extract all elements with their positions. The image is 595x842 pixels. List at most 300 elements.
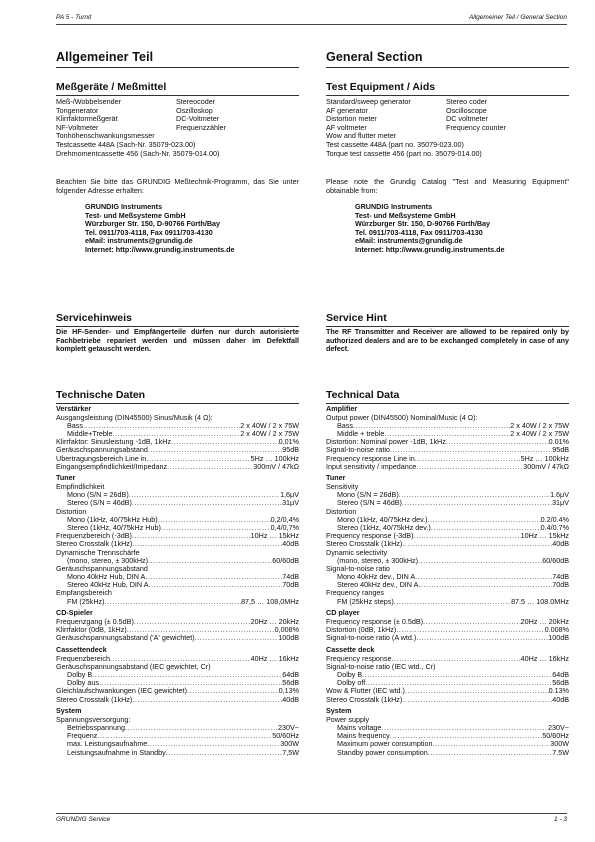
spec-value: 5Hz … 100kHz: [520, 454, 569, 463]
leader-dots: [394, 598, 511, 606]
spec-row: [326, 499, 569, 507]
equipment-item: Torque test cassette 456 (part no. 35079-014.00): [326, 148, 482, 158]
leader-dots: [414, 532, 521, 540]
equipment-item: Testcassette 448A (Sach-Nr. 35079-023.00): [56, 139, 196, 149]
leader-dots: [127, 626, 275, 634]
spec-row: [56, 749, 299, 757]
leader-dots: [112, 430, 240, 438]
spec-label: Dynamische Trennschärfe: [56, 547, 140, 557]
spec-row: [56, 532, 299, 540]
spec-label: Distortion: Nominal power -1dB, 1kHz: [326, 438, 446, 447]
spec-label: Sensitivity: [326, 482, 359, 491]
spec-label: Bass: [337, 421, 353, 430]
spec-label: Geräuschspannungsabstand: [56, 446, 148, 455]
spec-label: Dolby B: [67, 670, 93, 679]
spec-row: [326, 724, 569, 732]
address-line: GRUNDIG Instruments: [85, 202, 163, 211]
spec-value: 0,4/0,7%: [270, 523, 299, 532]
leader-dots: [446, 438, 549, 446]
service-text: Die HF-Sender- und Empfängerteile dürfen nur durch autorisierte Fachbetriebe repariert werden und müssen daher im Defektfall komplett getauscht werden.: [56, 327, 299, 354]
spec-value: 300mV / 47kΩ: [253, 462, 299, 471]
page-footer: [56, 813, 567, 826]
spec-label: Klirrfaktor: Sinusleistung -1dB, 1kHz: [56, 438, 172, 447]
spec-row: [56, 516, 299, 524]
spec-label: FM (25kHz steps): [337, 597, 394, 606]
spec-value: 56dB: [282, 679, 299, 688]
spec-value: 100dB: [278, 634, 299, 643]
spec-label: Input sensitivity / impedance: [326, 462, 417, 471]
equipment-item: Stereocoder: [176, 97, 216, 106]
spec-value: 0.13%: [548, 687, 569, 696]
leader-dots: [415, 455, 521, 463]
spec-label: Distortion: [56, 506, 87, 516]
spec-label: Stereo Crosstalk (1kHz): [326, 695, 403, 704]
spec-value: 100dB: [548, 634, 569, 643]
equipment-item: Standard/sweep generator: [326, 97, 411, 106]
spec-value: 40dB: [552, 695, 569, 704]
leader-dots: [166, 749, 283, 757]
spec-value: 64dB: [282, 670, 299, 679]
spec-value: 300mV / 47kΩ: [523, 462, 569, 471]
spec-row: [56, 491, 299, 499]
spec-label: Frequency response (-3dB): [326, 532, 414, 541]
spec-row: [326, 455, 569, 463]
leader-dots: [399, 491, 550, 499]
spec-label: Gleichlaufschwankungen (IEC gewichtet): [56, 687, 188, 696]
spec-value: 0.2/0.4%: [540, 515, 569, 524]
header-left: PA 5 - Turnit: [56, 14, 92, 21]
footer-left: GRUNDIG Service: [56, 816, 111, 823]
spec-label: FM (25kHz): [67, 597, 105, 606]
spec-label: (mono, stereo, ± 300kHz): [67, 556, 149, 565]
spec-label: Übertragungsbereich Line in: [56, 454, 147, 463]
leader-dots: [99, 679, 282, 687]
spec-label: Middle + treble: [337, 429, 385, 438]
spec-row: [326, 446, 569, 454]
spec-label: Stereo (1kHz, 40/75kHz Hub): [67, 523, 161, 532]
spec-label: Distortion: [326, 506, 357, 516]
spec-group-heading: Tuner: [56, 473, 76, 483]
equipment-item: Frequency counter: [446, 122, 506, 132]
leader-dots: [171, 438, 279, 446]
spec-value: 31μV: [282, 499, 299, 508]
equipment-heading: Meßgeräte / Meßmittel: [56, 81, 167, 93]
spec-value: 70dB: [282, 581, 299, 590]
spec-row: [326, 491, 569, 499]
section-title: Allgemeiner Teil: [56, 50, 154, 64]
leader-dots: [416, 634, 548, 642]
leader-dots: [384, 430, 510, 438]
spec-group-heading: Tuner: [326, 473, 346, 483]
spec-row: [56, 687, 299, 695]
spec-label: Distortion (0dB, 1kHz): [326, 626, 397, 635]
address-line: eMail: instruments@grundig.de: [85, 236, 193, 246]
equipment-heading: Test Equipment / Aids: [326, 81, 436, 93]
spec-value: 87,5 … 108,0MHz: [241, 597, 299, 606]
spec-label: Stereo Crosstalk (1kHz): [326, 540, 403, 549]
spec-label: Leistungsaufnahme in Standby: [67, 748, 166, 757]
spec-row: [326, 687, 569, 695]
equipment-item: Tonhöhenschwankungsmesser: [56, 131, 155, 141]
spec-label: Frequency response (± 0.5dB): [326, 617, 424, 626]
leader-dots: [418, 557, 542, 565]
spec-value: 7,5W: [282, 748, 299, 757]
spec-row: [326, 598, 569, 606]
spec-value: 50/60Hz: [272, 732, 299, 741]
spec-value: 2 x 40W / 2 x 75W: [510, 421, 569, 430]
equipment-item: AF generator: [326, 105, 368, 115]
spec-value: 2 x 40W / 2 x 75W: [240, 429, 299, 438]
spec-row: [56, 463, 299, 471]
equipment-list: [326, 98, 569, 158]
spec-value: 40dB: [552, 540, 569, 549]
spec-value: 74dB: [552, 573, 569, 582]
spec-label: Klirrfaktor (0dB, 1kHz): [56, 626, 127, 635]
equipment-item: Tongenerator: [56, 105, 99, 115]
equipment-item: Meß-/Wobbelsender: [56, 97, 121, 106]
spec-row: [56, 671, 299, 679]
spec-row: [326, 463, 569, 471]
leader-dots: [105, 598, 242, 606]
spec-label: Power supply: [326, 714, 370, 724]
spec-label: Stereo (1kHz, 40/75kHz dev.): [337, 523, 431, 532]
spec-group-heading: Cassettendeck: [56, 644, 107, 654]
spec-label: Frequenzbereich: [56, 654, 110, 663]
spec-value: 40Hz … 16kHz: [520, 654, 569, 663]
leader-dots: [390, 732, 542, 740]
spec-row: [326, 671, 569, 679]
spec-value: 0,13%: [278, 687, 299, 696]
equipment-item: DC voltmeter: [446, 114, 488, 124]
spec-value: 300W: [280, 740, 299, 749]
spec-label: Wow & Flutter (IEC wtd.): [326, 687, 405, 696]
equipment-item: Distortion meter: [326, 114, 377, 124]
spec-label: Output power (DIN45500) Nominal/Music (4 Ω):: [326, 412, 478, 422]
spec-label: Mono (S/N = 26dB): [337, 491, 399, 500]
footer-right: 1 - 3: [553, 816, 567, 823]
spec-group-heading: System: [56, 706, 82, 716]
spec-label: Empfindlichkeit: [56, 482, 105, 491]
spec-row: [326, 430, 569, 438]
spec-label: max. Leistungsaufnahme: [67, 740, 148, 749]
leader-dots: [129, 491, 280, 499]
spec-value: 7.5W: [552, 748, 569, 757]
spec-group-heading: Verstärker: [56, 404, 92, 413]
leader-dots: [145, 573, 282, 581]
catalog-text: Beachten Sie bitte das GRUNDIG Meßtechnik-Programm, das Sie unter folgender Adresse erhalten:: [56, 177, 299, 195]
spec-row: [326, 749, 569, 757]
address-block: [56, 203, 299, 255]
spec-label: Frequenzbereich (-3dB): [56, 532, 132, 541]
spec-row: [56, 430, 299, 438]
leader-dots: [132, 532, 251, 540]
address-line: Würzburger Str. 150, D-90766 Fürth/Bay: [85, 219, 221, 229]
leader-dots: [418, 581, 552, 589]
spec-row: [326, 655, 569, 663]
spec-label: Stereo Crosstalk (1kHz): [56, 540, 133, 549]
address-block: [326, 203, 569, 255]
spec-label: Dolby aus: [67, 679, 99, 688]
leader-dots: [392, 655, 521, 663]
leader-dots: [415, 573, 552, 581]
equipment-item: Stereo coder: [446, 97, 488, 106]
spec-value: 40dB: [282, 540, 299, 549]
leader-dots: [147, 740, 280, 748]
spec-group-heading: CD player: [326, 608, 360, 618]
spec-label: Eingangsempfindlichkeit/Impedanz: [56, 462, 168, 471]
spec-row: [56, 581, 299, 589]
leader-dots: [167, 463, 253, 471]
spec-label: Middle+Treble: [67, 429, 113, 438]
spec-row: [326, 581, 569, 589]
leader-dots: [132, 696, 282, 704]
spec-row: [56, 446, 299, 454]
equipment-item: Wow and flutter meter: [326, 131, 397, 141]
spec-row: [56, 557, 299, 565]
spec-value: 1,6μV: [280, 491, 299, 500]
spec-row: [326, 532, 569, 540]
spec-label: Geräuschspannungsabstand (IEC gewichtet, Cr): [56, 661, 211, 671]
spec-row: [326, 524, 569, 532]
spec-row: [56, 655, 299, 663]
leader-dots: [132, 540, 282, 548]
leader-dots: [402, 696, 552, 704]
spec-label: Ausgangsleistung (DIN45500) Sinus/Musik (4 Ω):: [56, 412, 213, 422]
leader-dots: [149, 581, 283, 589]
leader-dots: [158, 516, 271, 524]
spec-label: Geräuschspannungsabstand ('A' gewichtet): [56, 634, 195, 643]
spec-label: Frequenzgang (± 0.5dB): [56, 617, 134, 626]
catalog-text: Please note the Grundig Catalog "Test and Measuring Equipment" obtainable from:: [326, 177, 569, 195]
spec-row: [56, 626, 299, 634]
spec-value: 60/60dB: [542, 556, 569, 565]
spec-row: [56, 524, 299, 532]
leader-dots: [148, 557, 272, 565]
spec-row: [326, 634, 569, 642]
spec-row: [326, 740, 569, 748]
address-line: Internet: http://www.grundig.instruments.de: [355, 244, 505, 254]
leader-dots: [148, 446, 282, 454]
spec-row: [326, 540, 569, 548]
page-header: [56, 12, 567, 25]
spec-value: 230V~: [548, 723, 569, 732]
spec-value: 74dB: [282, 573, 299, 582]
equipment-item: Frequenzzähler: [176, 122, 226, 132]
spec-value: 0,008%: [274, 626, 299, 635]
spec-label: Signal-to-noise ratio: [326, 563, 390, 573]
equipment-item: Oszilloskop: [176, 105, 213, 115]
spec-label: Geräuschspannungsabstand: [56, 563, 148, 573]
leader-dots: [402, 540, 552, 548]
leader-dots: [381, 724, 548, 732]
spec-row: [56, 598, 299, 606]
leader-dots: [97, 732, 272, 740]
equipment-list: [56, 98, 299, 158]
spec-label: Frequency response: [326, 654, 392, 663]
leader-dots: [187, 687, 279, 695]
spec-value: 230V~: [278, 723, 299, 732]
spec-label: Mains voltage: [337, 723, 382, 732]
leader-dots: [134, 618, 251, 626]
spec-value: 10Hz … 15kHz: [520, 532, 569, 541]
spec-label: Dolby B: [337, 670, 363, 679]
spec-label: Mains frequency: [337, 732, 390, 741]
spec-value: 2 x 40W / 2 x 75W: [510, 429, 569, 438]
spec-label: Mono 40kHz dev., DIN A: [337, 573, 416, 582]
leader-dots: [428, 749, 553, 757]
spec-group-heading: System: [326, 706, 352, 716]
spec-label: Mono (1kHz, 40/75kHz Hub): [67, 515, 158, 524]
header-right: Allgemeiner Teil / General Section: [468, 14, 567, 21]
service-heading: Service Hint: [326, 312, 387, 324]
leader-dots: [110, 655, 251, 663]
address-line: Test- und Meßsysteme GmbH: [85, 210, 186, 220]
leader-dots: [125, 724, 278, 732]
address-line: Test- und Meßsysteme GmbH: [355, 210, 456, 220]
spec-label: Mono 40kHz Hub, DIN A: [67, 573, 146, 582]
address-line: Würzburger Str. 150, D-90766 Fürth/Bay: [355, 219, 491, 229]
section-title: General Section: [326, 50, 423, 64]
spec-row: [326, 516, 569, 524]
spec-row: [326, 573, 569, 581]
address-line: Tel. 0911/703-4118, Fax 0911/703-4130: [85, 227, 213, 237]
leader-dots: [362, 671, 552, 679]
spec-row: [56, 634, 299, 642]
spec-value: 0,01%: [278, 438, 299, 447]
spec-value: 95dB: [552, 446, 569, 455]
spec-row: [56, 618, 299, 626]
spec-value: 0.4/0.7%: [540, 523, 569, 532]
spec-value: 87.5 … 108.0MHz: [511, 597, 569, 606]
leader-dots: [92, 671, 282, 679]
spec-label: Standby power consumption: [337, 748, 428, 757]
spec-value: 31μV: [552, 499, 569, 508]
spec-label: Signal-to-noise ratio: [326, 446, 390, 455]
spec-value: 50/60Hz: [542, 732, 569, 741]
spec-row: [56, 696, 299, 704]
spec-label: Maximum power consumption: [337, 740, 433, 749]
spec-value: 20Hz … 20kHz: [520, 617, 569, 626]
leader-dots: [83, 422, 240, 430]
spec-value: 2 x 40W / 2 x 75W: [240, 421, 299, 430]
leader-dots: [428, 516, 541, 524]
spec-value: 10Hz … 15kHz: [250, 532, 299, 541]
equipment-item: Test cassette 448A (part no. 35079-023.00): [326, 139, 464, 149]
leader-dots: [146, 455, 250, 463]
tech-heading: Technical Data: [326, 389, 400, 401]
spec-row: [326, 422, 569, 430]
spec-value: 60/60dB: [272, 556, 299, 565]
spec-label: Frequency response Line in: [326, 454, 415, 463]
spec-row: [56, 679, 299, 687]
spec-label: Bass: [67, 421, 83, 430]
spec-row: [326, 557, 569, 565]
spec-row: [56, 573, 299, 581]
leader-dots: [432, 740, 550, 748]
leader-dots: [416, 463, 523, 471]
leader-dots: [132, 499, 282, 507]
spec-label: Stereo (S/N = 46dB): [67, 499, 132, 508]
spec-row: [326, 618, 569, 626]
address-line: Tel. 0911/703-4118, Fax 0911/703-4130: [355, 227, 483, 237]
equipment-item: NF-Voltmeter: [56, 122, 99, 132]
spec-group-heading: CD-Spieler: [56, 608, 93, 618]
equipment-item: Drehmomentcassette 456 (Sach-Nr. 35079-014.00): [56, 148, 220, 158]
spec-label: Mono (1kHz, 40/75kHz dev.): [337, 515, 428, 524]
spec-label: Dolby off: [337, 679, 366, 688]
leader-dots: [353, 422, 510, 430]
equipment-item: Klirrfaktormeßgerät: [56, 114, 118, 124]
spec-value: 1.6μV: [550, 491, 569, 500]
spec-value: 5Hz … 100kHz: [250, 454, 299, 463]
spec-value: 40Hz … 16kHz: [250, 654, 299, 663]
spec-value: 0.008%: [544, 626, 569, 635]
leader-dots: [402, 499, 552, 507]
spec-row: [56, 499, 299, 507]
spec-label: Dynamic selectivity: [326, 547, 388, 557]
spec-label: Stereo (S/N = 46dB): [337, 499, 402, 508]
spec-label: (mono, stereo, ± 300kHz): [337, 556, 419, 565]
leader-dots: [423, 618, 521, 626]
spec-label: Signal-to-noise ratio (A wtd.): [326, 634, 417, 643]
spec-value: 0.01%: [548, 438, 569, 447]
spec-group-heading: Cassette deck: [326, 644, 375, 654]
leader-dots: [161, 524, 271, 532]
spec-row: [326, 696, 569, 704]
service-heading: Servicehinweis: [56, 312, 132, 324]
spec-row: [56, 724, 299, 732]
spec-value: 64dB: [552, 670, 569, 679]
spec-label: Frequency ranges: [326, 588, 384, 598]
leader-dots: [390, 446, 552, 454]
leader-dots: [195, 634, 279, 642]
spec-label: Stereo Crosstalk (1kHz): [56, 695, 133, 704]
spec-row: [56, 438, 299, 446]
equipment-item: Oscilloscope: [446, 105, 487, 115]
spec-label: Stereo 40kHz dev., DIN A: [337, 581, 419, 590]
spec-row: [56, 732, 299, 740]
spec-value: 0,2/0,4%: [270, 515, 299, 524]
spec-row: [56, 455, 299, 463]
spec-table: [56, 405, 299, 757]
address-line: GRUNDIG Instruments: [355, 202, 433, 211]
spec-table: [326, 405, 569, 757]
spec-value: 70dB: [552, 581, 569, 590]
leader-dots: [396, 626, 544, 634]
spec-row: [326, 732, 569, 740]
spec-label: Spannungsversorgung:: [56, 714, 131, 724]
address-line: eMail: instruments@grundig.de: [355, 236, 463, 246]
spec-value: 20Hz … 20kHz: [250, 617, 299, 626]
spec-label: Frequenz: [67, 732, 98, 741]
spec-group-heading: Amplifier: [326, 404, 358, 413]
tech-heading: Technische Daten: [56, 389, 146, 401]
spec-row: [56, 540, 299, 548]
spec-value: 95dB: [282, 446, 299, 455]
spec-label: Stereo 40kHz Hub, DIN A: [67, 581, 149, 590]
leader-dots: [405, 687, 549, 695]
spec-label: Betriebsspannung: [67, 723, 125, 732]
spec-value: 300W: [550, 740, 569, 749]
spec-label: Mono (S/N = 26dB): [67, 491, 129, 500]
spec-row: [326, 679, 569, 687]
spec-row: [56, 422, 299, 430]
leader-dots: [365, 679, 552, 687]
spec-row: [326, 626, 569, 634]
equipment-item: AF voltmeter: [326, 122, 367, 132]
address-line: Internet: http://www.grundig.instruments.de: [85, 244, 235, 254]
equipment-item: DC-Voltmeter: [176, 114, 220, 124]
